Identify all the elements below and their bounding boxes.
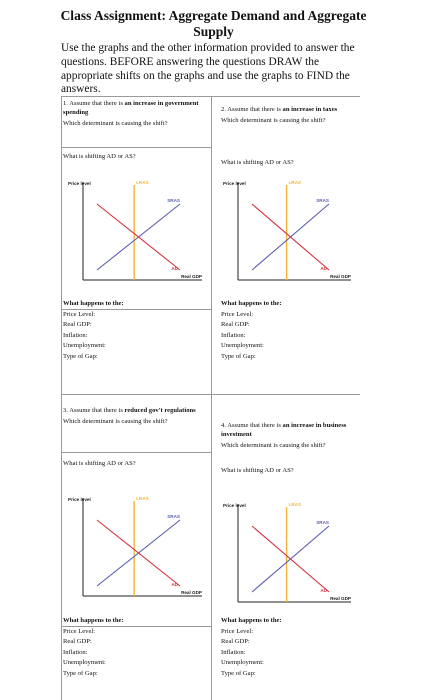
y-axis-label: Price level — [223, 181, 246, 186]
happens-item: Price Level: — [63, 310, 96, 318]
grid-center-divider — [211, 96, 212, 700]
list3-separator — [61, 626, 211, 627]
lras-label: LRAS — [136, 180, 149, 185]
q4-prefix: 4. Assume that there is — [221, 422, 283, 429]
ad-as-graph-3 — [66, 490, 206, 602]
title-line-2: Supply — [193, 24, 234, 39]
x-axis-label: Real GDP — [181, 274, 202, 279]
happens-list-2 — [221, 299, 282, 363]
grid-row-divider — [61, 394, 360, 395]
list1-separator — [61, 309, 211, 310]
q4-determinant-question: Which determinant is causing the shift? — [221, 442, 326, 449]
ad-label: AD — [171, 582, 178, 587]
ad-as-graph-2 — [221, 174, 355, 286]
x-axis-label: Real GDP — [181, 590, 202, 595]
happens-item: Type of Gap: — [221, 352, 256, 360]
happens-header: What happens to the: — [63, 617, 124, 624]
assignment-grid — [61, 96, 360, 700]
question-4 — [221, 421, 357, 450]
x-axis-label: Real GDP — [330, 596, 351, 601]
ad-label: AD — [320, 588, 327, 593]
x-axis-label: Real GDP — [330, 274, 351, 279]
happens-item: Unemployment: — [221, 342, 264, 350]
ad-as-graph-1 — [66, 174, 206, 286]
sras-label: SRAS — [316, 520, 329, 525]
ad-label: AD — [320, 266, 327, 271]
q3-emphasis: reduced gov't regulations — [124, 407, 196, 414]
lras-label: LRAS — [288, 180, 302, 185]
happens-item: Inflation: — [63, 331, 88, 339]
q3-prefix: 3. Assume that there is — [63, 407, 125, 414]
q1-emphasis: an increase in government spending — [63, 100, 199, 116]
happens-item: Price Level: — [221, 310, 254, 318]
grid-left-border — [61, 96, 62, 700]
sras-label: SRAS — [167, 514, 180, 519]
instructions: Use the graphs and the other information provided to answer the questions. BEFORE answering the questions DRAW the appropriate shifts on the graphs and use the graphs to FIND the answers. — [61, 42, 355, 96]
sras-label: SRAS — [167, 198, 180, 203]
q4-shift-question: What is shifting AD or AS? — [221, 467, 294, 474]
q3-separator — [61, 452, 211, 453]
happens-item: Inflation: — [221, 331, 246, 339]
sras-label: SRAS — [316, 198, 329, 203]
question-2 — [221, 105, 357, 125]
happens-header: What happens to the: — [221, 617, 282, 624]
happens-item: Inflation: — [63, 648, 88, 656]
happens-item: Unemployment: — [63, 342, 106, 350]
graph-svg — [66, 174, 206, 286]
q1-prefix: 1. Assume that there is — [63, 100, 125, 107]
q1-shift-question: What is shifting AD or AS? — [63, 153, 136, 160]
ad-label: AD — [171, 266, 178, 271]
happens-item: Type of Gap: — [63, 669, 98, 677]
happens-header: What happens to the: — [63, 300, 124, 307]
question-1 — [63, 99, 207, 128]
q3-determinant-question: Which determinant is causing the shift? — [63, 418, 168, 425]
happens-item: Price Level: — [221, 627, 254, 635]
q2-emphasis: an increase in taxes — [282, 106, 338, 113]
graph-svg — [66, 490, 206, 602]
q2-shift-question: What is shifting AD or AS? — [221, 159, 294, 166]
y-axis-label: Price level — [223, 503, 246, 508]
q2-determinant-question: Which determinant is causing the shift? — [221, 117, 326, 124]
happens-item: Unemployment: — [221, 659, 264, 667]
lras-label: LRAS — [136, 496, 149, 501]
happens-item: Type of Gap: — [63, 352, 98, 360]
lras-label: LRAS — [288, 502, 302, 507]
happens-item: Unemployment: — [63, 659, 106, 667]
happens-item: Real GDP: — [63, 321, 92, 329]
happens-header: What happens to the: — [221, 300, 282, 307]
y-axis-label: Price level — [68, 181, 91, 186]
happens-item: Real GDP: — [221, 638, 250, 646]
page-title — [0, 8, 427, 40]
q1-determinant-question: Which determinant is causing the shift? — [63, 120, 168, 127]
question-3 — [63, 406, 207, 426]
happens-item: Price Level: — [63, 627, 96, 635]
happens-list-4 — [221, 616, 282, 680]
grid-top-border — [61, 96, 360, 97]
y-axis-label: Price level — [68, 497, 91, 502]
graph-svg — [221, 496, 355, 608]
ad-as-graph-4 — [221, 496, 355, 608]
happens-item: Real GDP: — [63, 638, 92, 646]
graph-svg — [221, 174, 355, 286]
q2-prefix: 2. Assume that there is — [221, 106, 283, 113]
happens-item: Inflation: — [221, 648, 246, 656]
happens-item: Real GDP: — [221, 321, 250, 329]
q4-emphasis: an increase in business investment — [221, 422, 347, 438]
title-line-1: Class Assignment: Aggregate Demand and Aggregate — [60, 8, 367, 23]
q3-shift-question: What is shifting AD or AS? — [63, 460, 136, 467]
happens-item: Type of Gap: — [221, 669, 256, 677]
q1-separator — [61, 147, 211, 148]
